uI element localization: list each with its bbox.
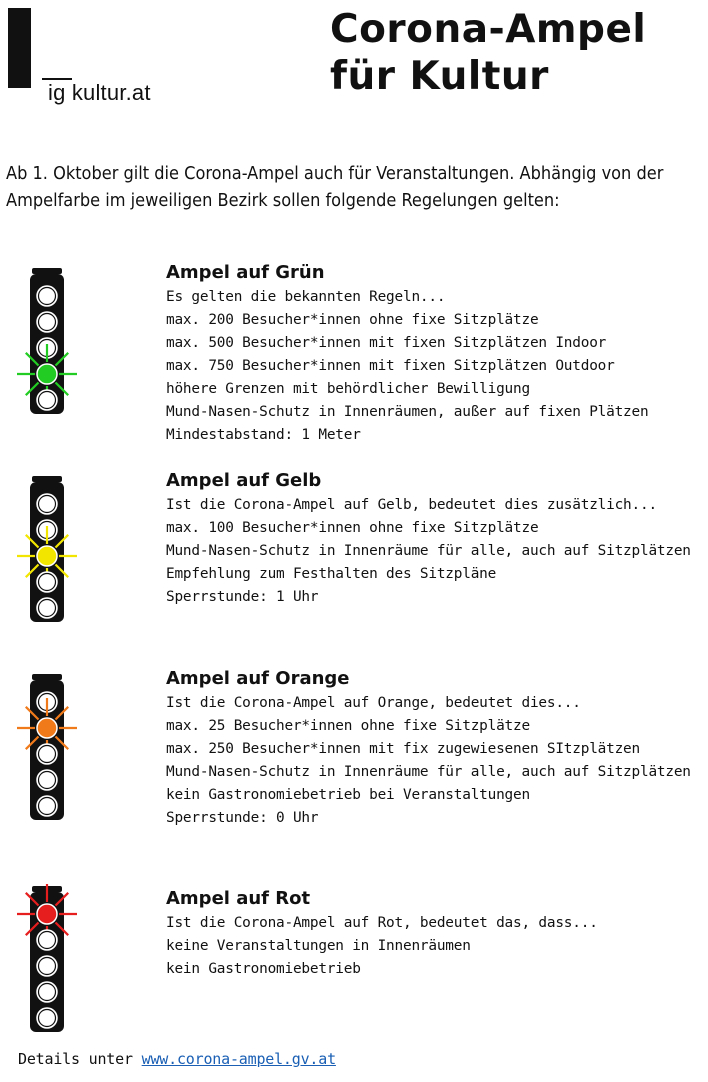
logo-bar: [8, 8, 31, 88]
footer: [18, 1050, 336, 1068]
logo-text: ig kultur.at: [48, 80, 151, 105]
intro-text: Ab 1. Oktober gilt die Corona-Ampel auch für Veranstaltungen. Abhängig von der Ampelfarbe im jeweiligen Bezirk sollen folgende Regelungen gelten:: [6, 163, 664, 211]
lamp: [37, 904, 57, 924]
section-line: max. 250 Besucher*innen mit fix zugewiesenen SItzplätzen: [166, 741, 640, 757]
section-line: Ist die Corona-Ampel auf Rot, bedeutet das, dass...: [166, 915, 598, 931]
section-line: max. 100 Besucher*innen ohne fixe Sitzplätze: [166, 520, 539, 536]
lamp: [37, 546, 57, 566]
section-line: kein Gastronomiebetrieb bei Veranstaltungen: [166, 787, 530, 803]
section-title: Ampel auf Grün: [166, 262, 325, 283]
title-line-2: für Kultur: [330, 54, 549, 99]
lamp: [37, 364, 57, 384]
footer-link[interactable]: www.corona-ampel.gv.at: [141, 1050, 336, 1068]
section-line: max. 750 Besucher*innen mit fixen Sitzplätzen Outdoor: [166, 358, 615, 374]
section-line: Empfehlung zum Festhalten des Sitzpläne: [166, 566, 497, 582]
section-line: Ist die Corona-Ampel auf Orange, bedeutet dies...: [166, 695, 581, 711]
section-line: max. 200 Besucher*innen ohne fixe Sitzplätze: [166, 312, 539, 328]
page-title: [330, 6, 646, 100]
section-line: max. 500 Besucher*innen mit fixen Sitzplätzen Indoor: [166, 335, 607, 351]
section-text: [166, 668, 706, 830]
section-line: Sperrstunde: 1 Uhr: [166, 589, 319, 605]
section-text: [166, 888, 706, 981]
section-text: [166, 262, 706, 447]
ig-kultur-logo: [8, 8, 168, 108]
section-line: Mund-Nasen-Schutz in Innenräumen, außer auf fixen Plätzen: [166, 404, 649, 420]
footer-prefix: Details unter: [18, 1050, 142, 1068]
traffic-light-green-icon: [14, 266, 80, 418]
section-line: höhere Grenzen mit behördlicher Bewilligung: [166, 381, 530, 397]
section-text: [166, 470, 706, 609]
section-line: Mund-Nasen-Schutz in Innenräume für alle, auch auf Sitzplätzen: [166, 764, 691, 780]
traffic-light-orange-icon: [14, 672, 80, 824]
title-line-1: Corona-Ampel: [330, 7, 647, 52]
section-title: Ampel auf Orange: [166, 668, 350, 689]
traffic-light-red-icon: [14, 884, 80, 1036]
section-line: Mindestabstand: 1 Meter: [166, 427, 361, 443]
section-title: Ampel auf Rot: [166, 888, 311, 909]
section-line: Sperrstunde: 0 Uhr: [166, 810, 319, 826]
section-title: Ampel auf Gelb: [166, 470, 322, 491]
traffic-light-yellow-icon: [14, 474, 80, 626]
section-line: Es gelten die bekannten Regeln...: [166, 289, 446, 305]
section-line: Mund-Nasen-Schutz in Innenräume für alle, auch auf Sitzplätzen: [166, 543, 691, 559]
section-line: Ist die Corona-Ampel auf Gelb, bedeutet dies zusätzlich...: [166, 497, 657, 513]
section-line: kein Gastronomiebetrieb: [166, 961, 361, 977]
lamp: [37, 718, 57, 738]
section-line: max. 25 Besucher*innen ohne fixe Sitzplätze: [166, 718, 530, 734]
section-line: keine Veranstaltungen in Innenräumen: [166, 938, 471, 954]
